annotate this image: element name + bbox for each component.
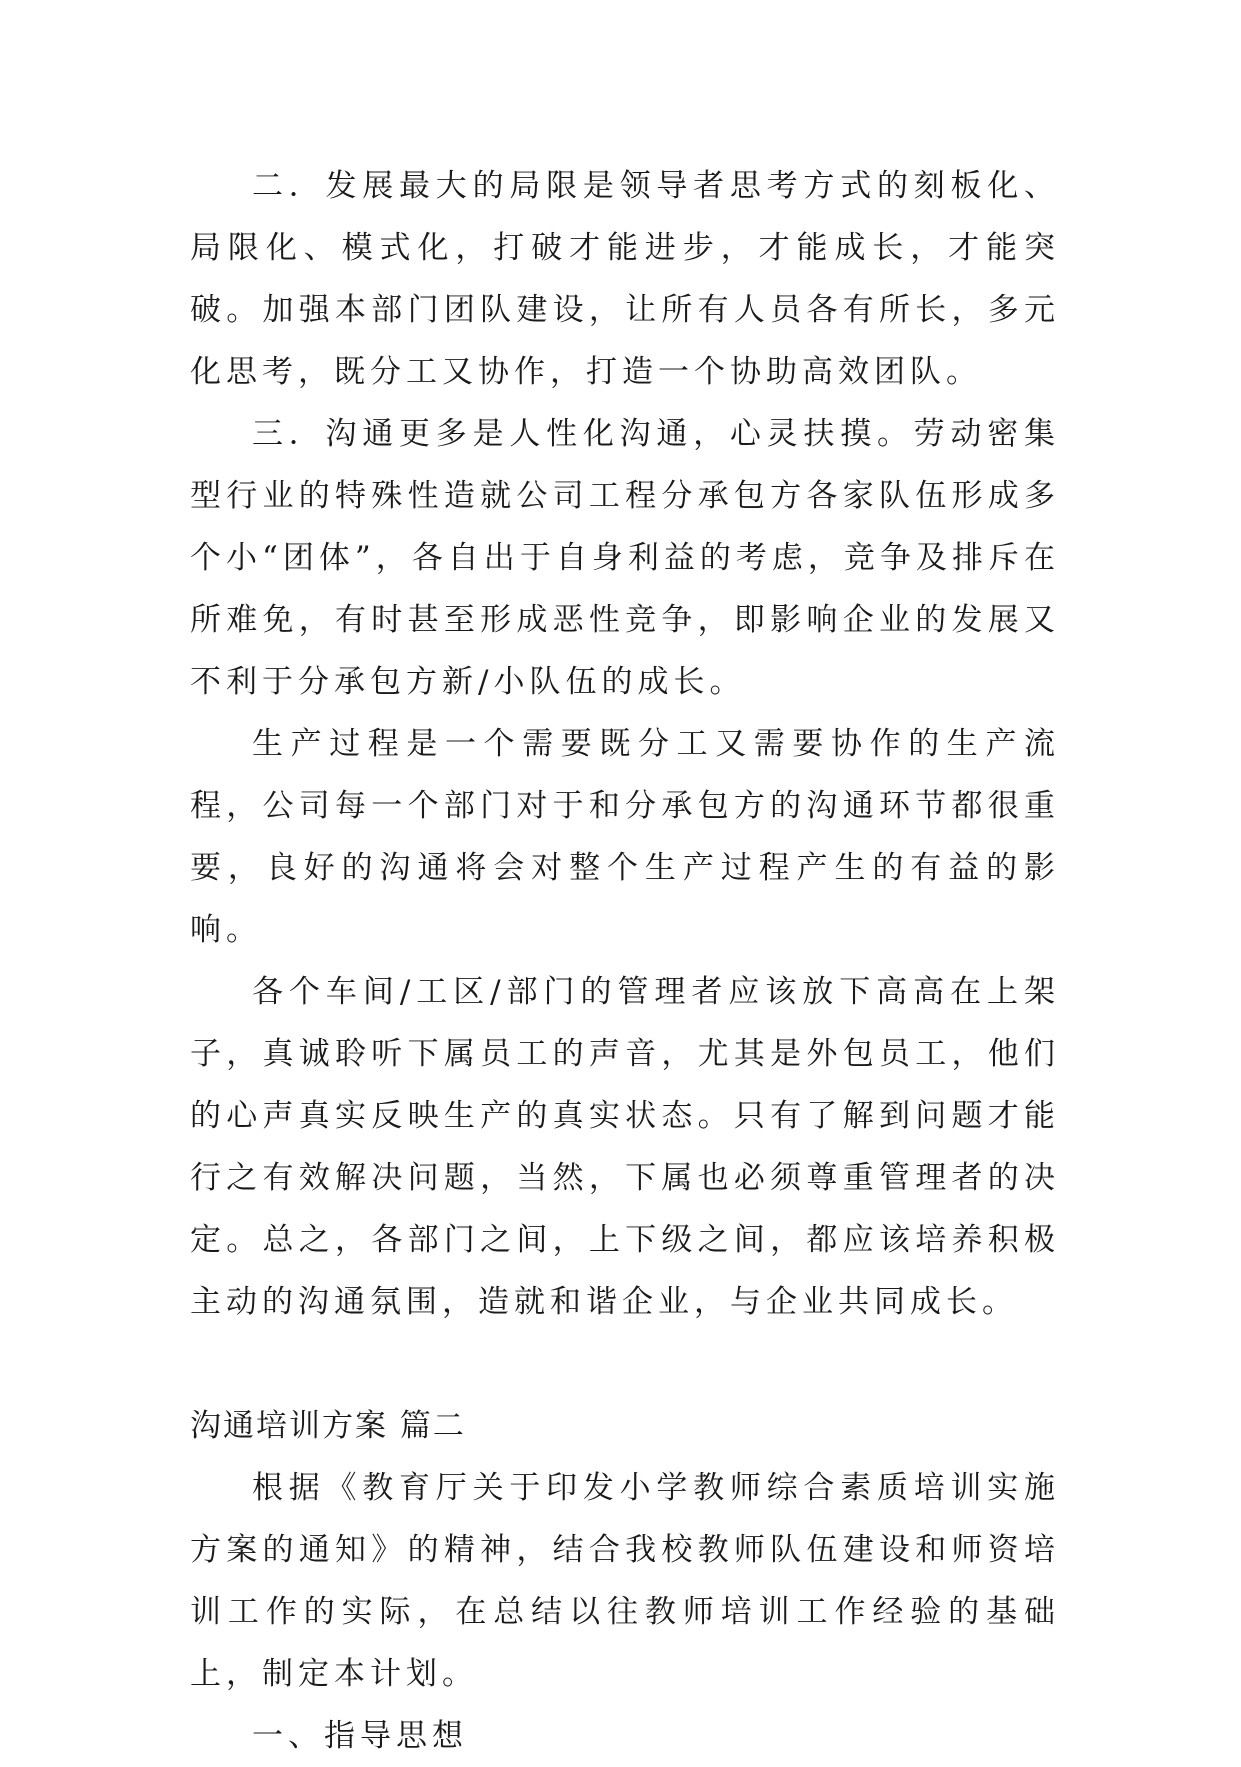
paragraph-point-two: 二．发展最大的局限是领导者思考方式的刻板化、局限化、模式化，打破才能进步，才能成长，才能突破。加强本部门团队建设，让所有人员各有所长，多元化思考，既分工又协作，打造一个协助高效团队。 <box>190 168 1060 390</box>
paragraph-managers: 各个车间/工区/部门的管理者应该放下高高在上架子，真诚聆听下属员工的声音，尤其是外包员工，他们的心声真实反映生产的真实状态。只有了解到问题才能行之有效解决问题，当然，下属也必须尊重管理者的决定。总之，各部门之间，上下级之间，都应该培养积极主动的沟通氛围，造就和谐企业，与企业共同成长。 <box>190 974 1060 1320</box>
heading-guiding-ideology: 一、指导思想 <box>252 1718 468 1754</box>
section-title: 沟通培训方案 篇二 <box>190 1408 466 1444</box>
paragraph-intro: 根据《教育厅关于印发小学教师综合素质培训实施方案的通知》的精神，结合我校教师队伍建设和师资培训工作的实际，在总结以往教师培训工作经验的基础上，制定本计划。 <box>190 1470 1060 1692</box>
paragraph-production-process: 生产过程是一个需要既分工又需要协作的生产流程，公司每一个部门对于和分承包方的沟通环节都很重要，良好的沟通将会对整个生产过程产生的有益的影响。 <box>190 726 1060 948</box>
document-body <box>190 155 1060 1767</box>
paragraph-point-three: 三．沟通更多是人性化沟通，心灵扶摸。劳动密集型行业的特殊性造就公司工程分承包方各家队伍形成多个小“团体”，各自出于自身利益的考虑，竞争及排斥在所难免，有时甚至形成恶性竞争，即影响企业的发展又不利于分承包方新/小队伍的成长。 <box>190 416 1060 700</box>
